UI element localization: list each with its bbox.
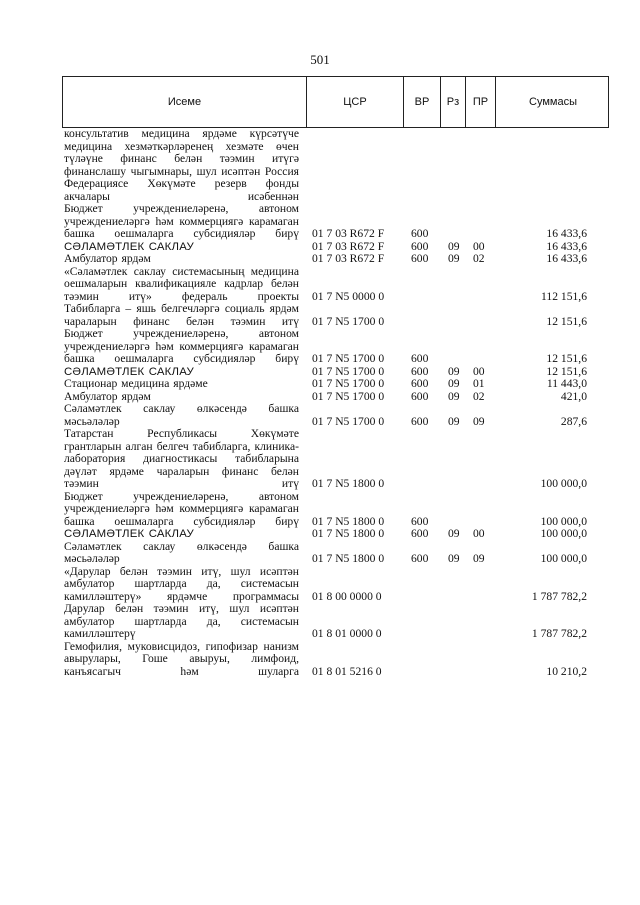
table-row xyxy=(0,378,640,391)
row-vr: 600 xyxy=(411,527,429,540)
row-sum: 11 443,0 xyxy=(546,377,587,390)
row-sum: 421,0 xyxy=(560,389,587,403)
row-csr: 01 7 N5 1800 0 xyxy=(312,514,385,528)
row-sum: 100 000,0 xyxy=(540,527,587,540)
row-csr: 01 7 03 R672 F xyxy=(312,252,385,265)
row-sum: 1 787 782,2 xyxy=(531,627,587,640)
page-number: 501 xyxy=(310,52,330,67)
row-name: Табибларга – яшь белгечләргә социаль ярдәм чараларын финанс белән тәэмин итү xyxy=(64,302,299,328)
row-pr: 09 xyxy=(473,414,485,428)
row-name: Сәламәтлек саклау өлкәсендә башка мәсьәләләр xyxy=(64,402,299,428)
row-sum: 100 000,0 xyxy=(540,514,587,528)
row-csr: 01 8 01 0000 0 xyxy=(312,627,382,640)
row-vr: 600 xyxy=(411,514,429,528)
row-name: Дарулар белән тәэмин итү, шул исәптән амбулатор шартларда да, системасын камилләштерү xyxy=(64,602,299,640)
row-sum: 100 000,0 xyxy=(540,552,587,565)
header-vr: ВР xyxy=(404,77,441,127)
header-rz: Рз xyxy=(441,77,466,127)
table-row xyxy=(0,266,640,304)
row-vr: 600 xyxy=(411,389,429,403)
table-row xyxy=(0,528,640,541)
row-sum: 16 433,6 xyxy=(546,227,587,240)
row-name: Бюджет учреждениеләренә, автоном учреждениеләргә һәм коммерциягә карамаган башка оешмаларга субсидияләр бирү xyxy=(64,489,299,528)
row-name: «Дарулар белән тәэмин итү, шул исәптән амбулатор шартларда да, системасын камилләштерү» ярдәмче программасы xyxy=(64,564,299,603)
row-rz: 09 xyxy=(448,377,460,390)
row-csr: 01 7 N5 1700 0 xyxy=(312,389,385,403)
row-rz: 09 xyxy=(448,527,460,540)
row-vr: 600 xyxy=(411,352,429,365)
row-sum: 12 151,6 xyxy=(546,352,587,365)
table-row xyxy=(0,328,640,366)
row-vr: 600 xyxy=(411,239,429,253)
row-pr: 09 xyxy=(473,552,485,565)
row-name: Амбулатор ярдәм xyxy=(64,389,151,403)
row-csr: 01 7 03 R672 F xyxy=(312,239,385,253)
row-rz: 09 xyxy=(448,252,460,265)
row-pr: 00 xyxy=(473,527,485,540)
row-name: «Сәламәтлек саклау системасының медицина оешмаларын квалификацияле кадрлар белән тәэмин итү» федераль проекты xyxy=(64,264,299,303)
table-row xyxy=(0,253,640,266)
row-csr: 01 7 N5 1700 0 xyxy=(312,377,385,390)
row-name: Стационар медицина ярдәме xyxy=(64,377,208,390)
row-name: Бюджет учреждениеләренә, автоном учреждениеләргә һәм коммерциягә карамаган башка оешмаларга субсидияләр бирү xyxy=(64,202,299,240)
row-sum: 16 433,6 xyxy=(546,252,587,265)
row-csr: 01 8 01 5216 0 xyxy=(312,664,382,678)
row-rz: 09 xyxy=(448,239,460,253)
row-name: Татарстан Республикасы Хөкүмәте грантларын алган белгеч табибларга, клиника-лаборатория диагностикасы табибларына дәүләт ярдәме чараларын финанс белән тәэмин итү xyxy=(64,427,299,490)
row-rz: 09 xyxy=(448,389,460,403)
header-name: Исеме xyxy=(63,77,307,127)
row-sum: 12 151,6 xyxy=(546,364,587,378)
row-sum: 1 787 782,2 xyxy=(531,589,587,603)
row-name: СӘЛАМӘТЛЕК САКЛАУ xyxy=(64,365,194,378)
row-name: СӘЛАМӘТЛЕК САКЛАУ xyxy=(64,240,194,253)
row-name: Сәламәтлек саклау өлкәсендә башка мәсьәләләр xyxy=(64,539,299,565)
header-sum: Суммасы xyxy=(529,96,577,108)
row-name: Бюджет учреждениеләренә, автоном учреждениеләргә һәм коммерциягә карамаган башка оешмаларга субсидияләр бирү xyxy=(64,327,299,365)
row-pr: 00 xyxy=(473,364,485,378)
row-rz: 09 xyxy=(448,552,460,565)
row-name: Гемофилия, муковисцидоз, гипофизар нанизм авырулары, Гоше авыруы, лимфоид, канъясагыч һәм шуларга xyxy=(64,639,299,678)
row-sum: 10 210,2 xyxy=(546,664,587,678)
row-vr: 600 xyxy=(411,414,429,428)
row-pr: 00 xyxy=(473,239,485,253)
row-vr: 600 xyxy=(411,252,429,265)
table-row xyxy=(0,641,640,679)
table-row xyxy=(0,566,640,604)
table-row xyxy=(0,541,640,566)
row-csr: 01 7 N5 1700 0 xyxy=(312,352,385,365)
row-vr: 600 xyxy=(411,227,429,240)
row-csr: 01 7 N5 1700 0 xyxy=(312,364,385,378)
row-pr: 02 xyxy=(473,389,485,403)
table-row xyxy=(0,428,640,491)
row-vr: 600 xyxy=(411,552,429,565)
table-row xyxy=(0,491,640,529)
row-rz: 09 xyxy=(448,364,460,378)
table-row xyxy=(0,603,640,641)
row-csr: 01 8 00 0000 0 xyxy=(312,589,382,603)
row-sum: 287,6 xyxy=(560,414,587,428)
row-csr: 01 7 N5 0000 0 xyxy=(312,289,385,303)
row-vr: 600 xyxy=(411,364,429,378)
row-vr: 600 xyxy=(411,377,429,390)
row-csr: 01 7 N5 1700 0 xyxy=(312,314,385,328)
row-csr: 01 7 03 R672 F xyxy=(312,227,385,240)
row-sum: 100 000,0 xyxy=(540,477,587,490)
row-pr: 01 xyxy=(473,377,485,390)
row-rz: 09 xyxy=(448,414,460,428)
header-pr: ПР xyxy=(466,77,496,127)
row-csr: 01 7 N5 1800 0 xyxy=(312,477,385,490)
row-name: Амбулатор ярдәм xyxy=(64,252,151,265)
table-row xyxy=(0,128,640,203)
table-row xyxy=(0,403,640,428)
table-row xyxy=(0,203,640,241)
header-csr: ЦСР xyxy=(307,77,404,127)
row-pr: 02 xyxy=(473,252,485,265)
table-body xyxy=(0,128,640,678)
row-csr: 01 7 N5 1800 0 xyxy=(312,552,385,565)
row-name: консультатив медицина ярдәме күрсәтүче медицина хезмәткәрләренең хезмәте өчен түләүне финанс белән тәэмин итүгә финанслашу чыгымнары, шул исәптән Россия Федерациясе Хөкүмәте резерв фонды акчалары исәбеннән xyxy=(64,127,299,203)
row-sum: 112 151,6 xyxy=(541,289,587,303)
row-sum: 16 433,6 xyxy=(546,239,587,253)
row-csr: 01 7 N5 1800 0 xyxy=(312,527,385,540)
row-name: СӘЛАМӘТЛЕК САКЛАУ xyxy=(64,528,194,540)
table-header xyxy=(62,76,609,128)
row-sum: 12 151,6 xyxy=(546,314,587,328)
table-row xyxy=(0,303,640,328)
row-csr: 01 7 N5 1700 0 xyxy=(312,414,385,428)
